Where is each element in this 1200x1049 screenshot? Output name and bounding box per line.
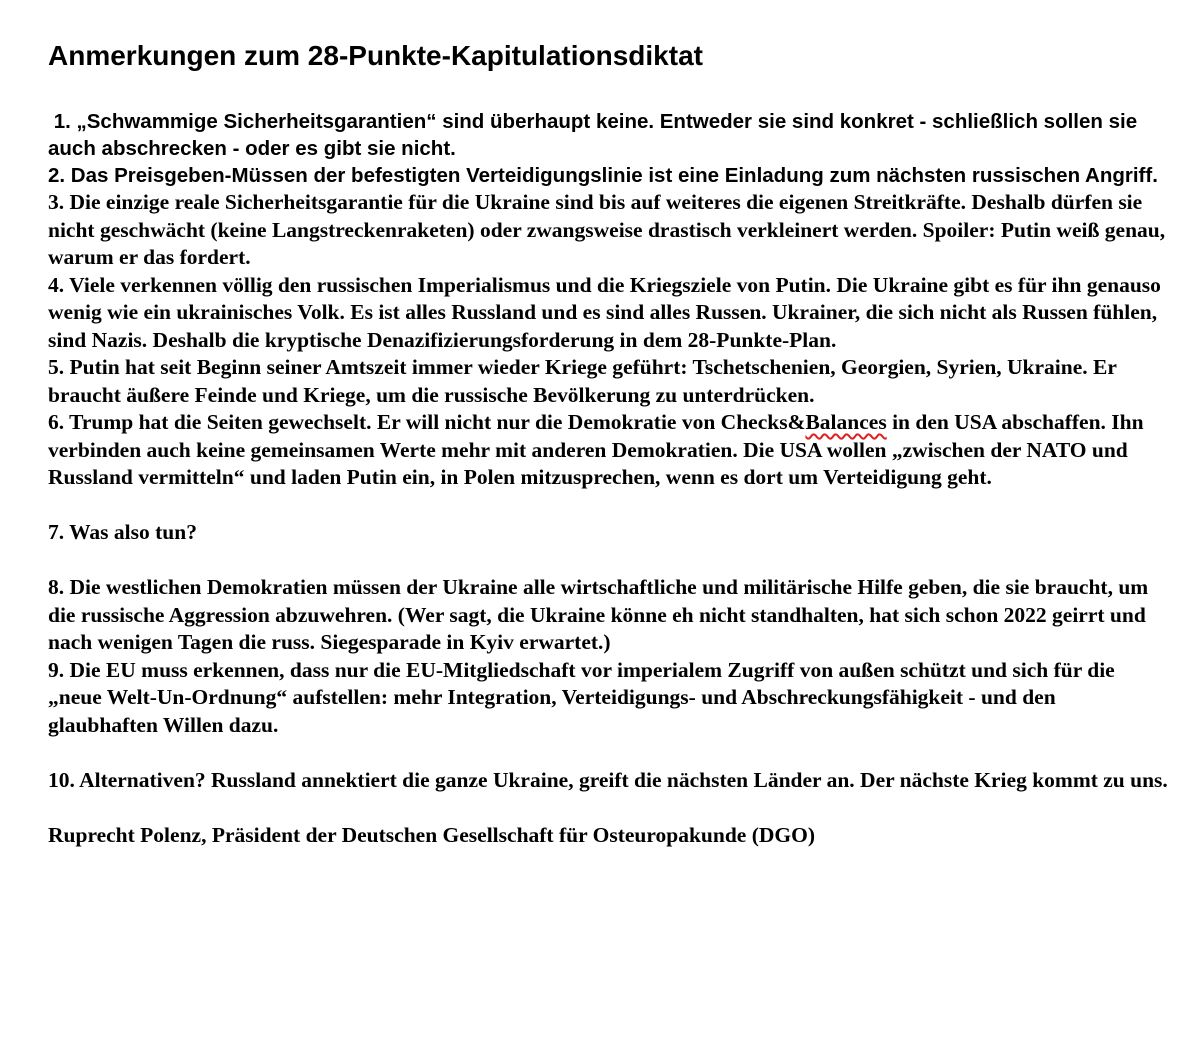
- point-10: 10. Alternativen? Russland annektiert die ganze Ukraine, greift die nächsten Länder an. Der nächste Krieg kommt zu uns.: [48, 767, 1168, 792]
- point-7: 7. Was also tun?: [48, 520, 197, 544]
- document-title: Anmerkungen zum 28-Punkte-Kapitulationsdiktat: [48, 40, 703, 71]
- point-8: 8. Die westlichen Demokratien müssen der Ukraine alle wirtschaftliche und militärische Hilfe geben, die sie braucht, um die russische Aggression abzuwehren. (Wer sagt, die Ukraine könne eh nicht standhalten, hat sich schon 2022 geirrt und nach wenigen Tagen die russ. Siegesparade in Kyiv erwartet.): [48, 575, 1149, 654]
- point-5: 5. Putin hat seit Beginn seiner Amtszeit immer wieder Kriege geführt: Tschetschenien, Georgien, Syrien, Ukraine. Er braucht äußere Feinde und Kriege, um die russische Bevölkerung zu unterdrücken.: [48, 355, 1117, 407]
- point-4: 4. Viele verkennen völlig den russischen Imperialismus und die Kriegsziele von Putin. Die Ukraine gibt es für ihn genauso wenig wie ein ukrainisches Volk. Es ist alles Russland und es sind alles Russen. Ukrainer, die sich nicht als Russen fühlen, sind Nazis. Deshalb die kryptische Denazifizierungsforderung in dem 28-Punkte-Plan.: [48, 272, 1161, 352]
- blank-line: [48, 794, 1168, 822]
- document-page: [48, 36, 1168, 849]
- point-6-text-end: in den USA abschaffen. Ihn verbinden auch keine gemeinsamen Werte mehr mit anderen Demokratien. Die USA wollen „zwischen der NATO und Russland vermitteln“ und laden Putin ein, in Polen mitzusprechen, wenn es dort um Verteidigung geht.: [48, 410, 1144, 489]
- blank-line: [48, 492, 1168, 520]
- point-1: 1. „Schwammige Sicherheitsgarantien“ sind überhaupt keine. Entweder sie sind konkret - schließlich sollen sie auch abschrecken - oder es gibt sie nicht.: [48, 110, 1143, 160]
- point-9: 9. Die EU muss erkennen, dass nur die EU-Mitgliedschaft vor imperialem Zugriff von außen schützt und sich für die „neue Welt-Un-Ordnung“ aufstellen: mehr Integration, Verteidigungs- und Abschreckungsfähigkeit - und den glaubhaften Willen dazu.: [48, 657, 1115, 737]
- point-6: [48, 409, 1168, 492]
- point-6-text-start: 6. Trump hat die Seiten gewechselt. Er will nicht nur die Demokratie von Checks&: [48, 410, 806, 434]
- blank-line: [48, 739, 1168, 767]
- signature: Ruprecht Polenz, Präsident der Deutschen Gesellschaft für Osteuropakunde (DGO): [48, 822, 816, 847]
- point-3: 3. Die einzige reale Sicherheitsgarantie für die Ukraine sind bis auf weiteres die eigenen Streitkräfte. Deshalb dürfen sie nicht geschwächt (keine Langstreckenraketen) oder zwangsweise drastisch verkleinert werden. Spoiler: Putin weiß genau, warum er das fordert.: [48, 190, 1166, 269]
- blank-line: [48, 547, 1168, 575]
- spellcheck-flagged-word: Balances: [805, 410, 887, 434]
- point-2: 2. Das Preisgeben-Müssen der befestigten Verteidigungslinie ist eine Einladung zum nächsten russischen Angriff.: [48, 164, 1158, 187]
